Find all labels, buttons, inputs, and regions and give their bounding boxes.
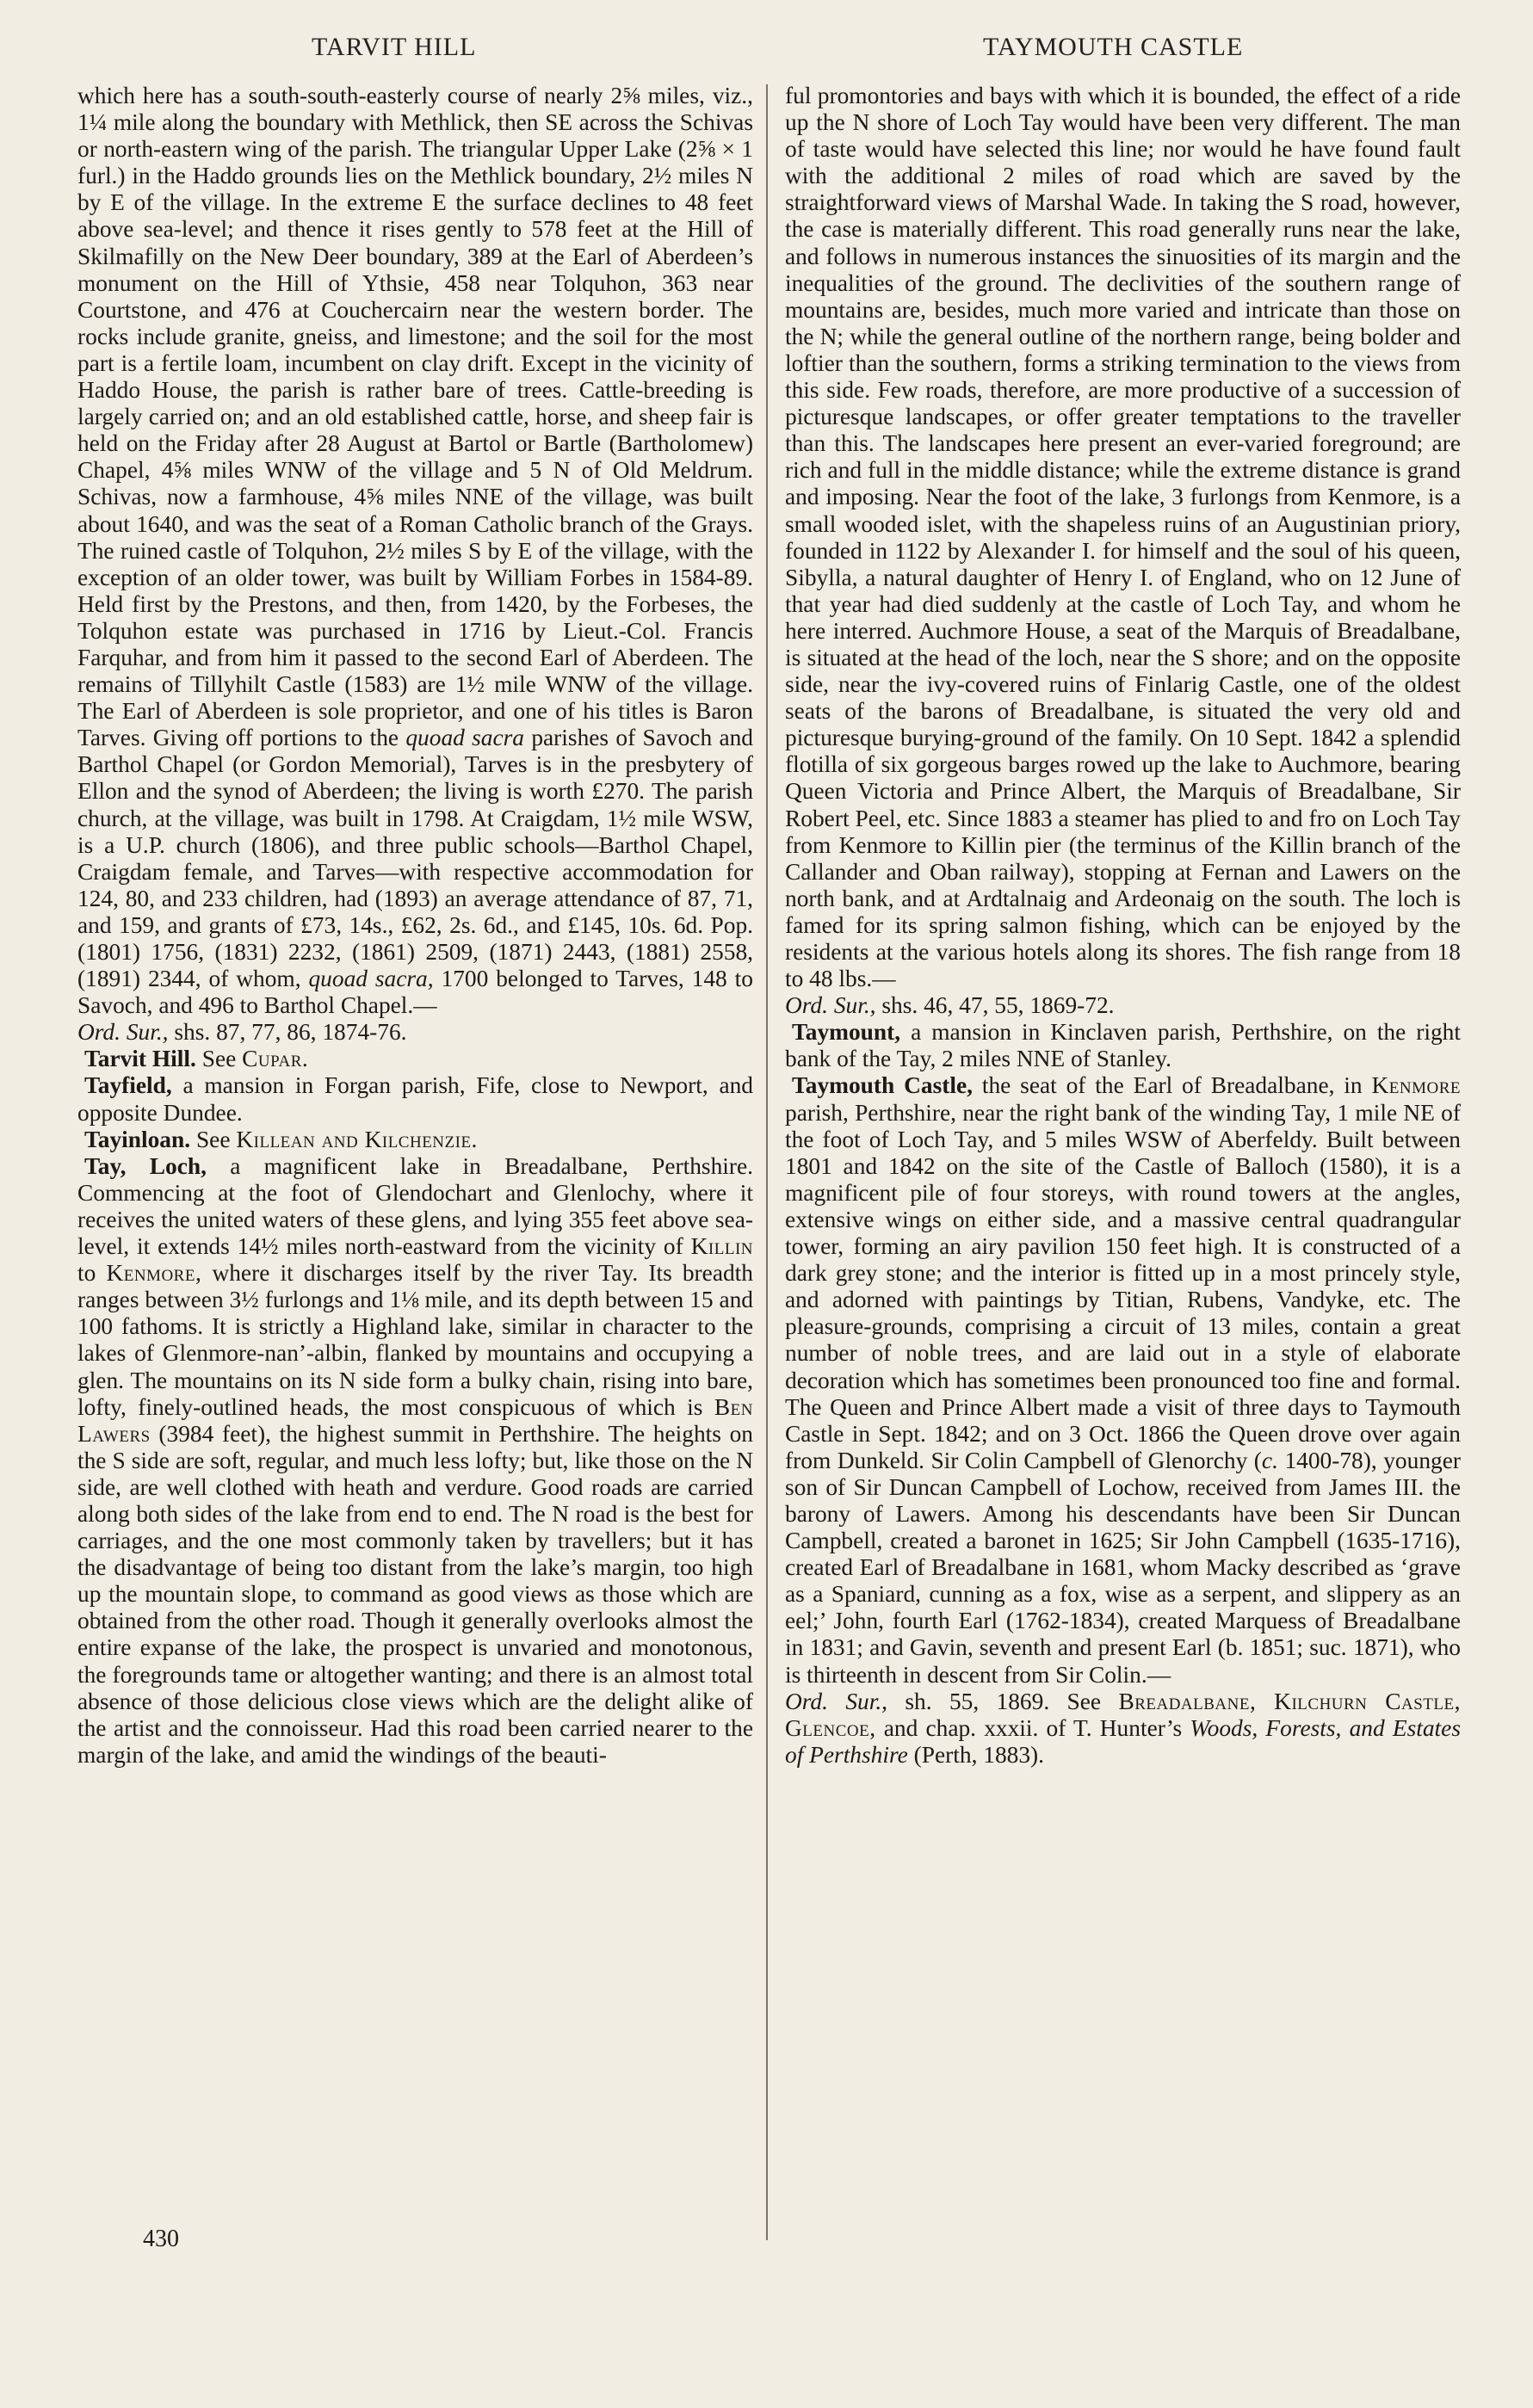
right-column — [785, 83, 1461, 1769]
running-header-right: TAYMOUTH CASTLE — [983, 33, 1244, 61]
page-number: 430 — [143, 2226, 179, 2252]
headword: Taymouth Castle, — [792, 1072, 973, 1099]
headword: Tarvit Hill. — [84, 1046, 196, 1072]
headword: Tayinloan. — [84, 1126, 191, 1152]
entry-tarvit-hill: Tarvit Hill. See Cupar. — [84, 1046, 309, 1072]
left-column — [77, 83, 753, 1769]
entry-loch-tay: Tay, Loch, a magnificent lake in Breadalbane, Perthshire. Commencing at the foot of Glendochart and Glenlochy, where it receives the united waters of these glens, and lying 355 feet above sea-level, it extends 14½ miles north-eastward from the vicinity of Killin to Kenmore, where it discharges itself by the river Tay. Its breadth ranges between 3½ furlongs and 1⅛ mile, and its depth between 15 and 100 fathoms. It is strictly a Highland lake, similar in character to the lakes of Glenmore-nan’-albin, flanked by mountains and occupying a glen. The mountains on its N side form a bulky chain, rising into bare, lofty, finely-outlined heads, the most conspicuous of which is Ben Lawers (3984 feet), the highest summit in Perthshire. The heights on the S side are soft, regular, and much less lofty; but, like those on the N side, are well clothed with heath and verdure. Good roads are carried along both sides of the lake from end to end. The N road is the best for carriages, and the one most commonly taken by travellers; but it has the disadvantage of being too distant from the lake’s margin, too high up the mountain slope, to command as good views as those which are obtained from the other road. Though it generally overlooks almost the entire expanse of the lake, the prospect is unvaried and monotonous, the foregrounds tame or altogether wanting; and there is an almost total absence of those delicious close views which are the delight alike of the artist and the connoisseur. Had this road been carried nearer to the margin of the lake, and amid the windings of the beauti- — [77, 1152, 753, 1768]
headword: Tay, Loch, — [84, 1152, 207, 1179]
entry-tayinloan: Tayinloan. See Killean and Kilchenzie. — [84, 1126, 478, 1152]
entry-taymount: Taymount, a mansion in Kinclaven parish, Perthshire, on the right bank of the Tay, 2 miles NNE of Stanley. — [785, 1019, 1461, 1072]
loch-tay-continuation: ful promontories and bays with which it is bounded, the effect of a ride up the N shore of Loch Tay would have been very different. The man of taste would have selected this line; nor would he have found fault with the additional 2 miles of road which are saved by the straightforward views of Marshal Wade. In taking the S road, however, the case is materially different. This road generally runs near the lake, and follows in numerous instances the sinuosities of its margin and the inequalities of the ground. The declivities of the southern range of mountains are, besides, much more varied and intricate than those on the N; while the general outline of the northern range, being bolder and loftier than the southern, forms a striking termination to the views from this side. Few roads, therefore, are more productive of a succession of picturesque landscapes, or offer greater temptations to the traveller than this. The landscapes here present an ever-varied foreground; are rich and full in the middle distance; while the extreme distance is grand and imposing. Near the foot of the lake, 3 furlongs from Kenmore, is a small wooded islet, with the shapeless ruins of an Augustinian priory, founded in 1122 by Alexander I. for himself and the soul of his queen, Sibylla, a natural daughter of Henry I. of England, who on 12 June of that year had died suddenly at the castle of Loch Tay, and whom he here interred. Auchmore House, a seat of the Marquis of Breadalbane, is situated at the head of the loch, near the S shore; and on the opposite side, near the ivy-covered ruins of Finlarig Castle, one of the oldest seats of the barons of Breadalbane, is situated the very old and picturesque burying-ground of the family. On 10 Sept. 1842 a splendid flotilla of six gorgeous barges rowed up the lake to Auchmore, bearing Queen Victoria and Prince Albert, the Marquis of Breadalbane, Sir Robert Peel, etc. Since 1883 a steamer has plied to and fro on Loch Tay from Kenmore to Killin pier (the terminus of the Killin branch of the Callander and Oban railway), stopping at Fernan and Lawers on the north bank, and at Ardtalnaig and Ardeonaig on the south. The loch is famed for its spring salmon fishing, which can be enjoyed by the residents at the various hotels along its shores. The fish range from 18 to 48 lbs.— Ord. Sur., shs. 46, 47, 55, 1869-72. — [785, 83, 1461, 1019]
running-header-left: TARVIT HILL — [312, 33, 477, 61]
headword: Tayfield, — [84, 1072, 172, 1099]
entry-taymouth-castle: Taymouth Castle, the seat of the Earl of Breadalbane, in Kenmore parish, Perthshire, near the right bank of the winding Tay, 1 mile NE of the foot of Loch Tay, and 5 miles WSW of Aberfeldy. Built between 1801 and 1842 on the site of the Castle of Balloch (1580), it is a magnificent pile of four storeys, with round towers at the angles, extensive wings on either side, and a massive central quadrangular tower, forming an airy pavilion 150 feet high. It is constructed of a dark grey stone; and the interior is fitted up in a most princely style, and adorned with paintings by Titian, Rubens, Vandyke, etc. The pleasure-grounds, comprising a circuit of 13 miles, contain a great number of noble trees, and are laid out in a style of elaborate decoration which has sometimes been pronounced too fine and formal. The Queen and Prince Albert made a visit of three days to Taymouth Castle in Sept. 1842; and on 3 Oct. 1866 the Queen drove over again from Dunkeld. Sir Colin Campbell of Glenorchy (c. 1400-78), younger son of Sir Duncan Campbell of Lochow, received from James III. the barony of Lawers. Among his descendants have been Sir Duncan Campbell, created a baronet in 1625; Sir John Campbell (1635-1716), created Earl of Breadalbane in 1681, whom Macky described as ‘grave as a Spaniard, cunning as a fox, wise as a serpent, and slippery as an eel;’ John, fourth Earl (1762-1834), created Marquess of Breadalbane in 1831; and Gavin, seventh and present Earl (b. 1851; suc. 1871), who is thirteenth in descent from Sir Colin.— Ord. Sur., sh. 55, 1869. See Breadalbane, Kilchurn Castle, Glencoe, and chap. xxxii. of T. Hunter’s Woods, Forests, and Estates of Perthshire (Perth, 1883). — [785, 1072, 1461, 1768]
column-divider — [766, 84, 768, 2240]
headword: Taymount, — [792, 1019, 901, 1046]
entry-tayfield: Tayfield, a mansion in Forgan parish, Fife, close to Newport, and opposite Dundee. — [77, 1072, 753, 1126]
tarves-continuation: which here has a south-south-easterly course of nearly 2⅝ miles, viz., 1¼ mile along the boundary with Methlick, then SE across the Schivas or north-eastern wing of the parish. The triangular Upper Lake (2⅝ × 1 furl.) in the Haddo grounds lies on the Methlick boundary, 2½ miles N by E of the village. In the extreme E the surface declines to 48 feet above sea-level; and thence it rises gently to 578 feet at the Hill of Skilmafilly on the New Deer boundary, 389 at the Earl of Aberdeen’s monument on the Hill of Ythsie, 458 near Tolquhon, 363 near Courtstone, and 476 at Couchercairn near the western border. The rocks include granite, gneiss, and limestone; and the soil for the most part is a fertile loam, incumbent on clay drift. Except in the vicinity of Haddo House, the parish is rather bare of trees. Cattle-breeding is largely carried on; and an old established cattle, horse, and sheep fair is held on the Friday after 28 August at Bartol or Bartle (Bartholomew) Chapel, 4⅝ miles WNW of the village and 5 N of Old Meldrum. Schivas, now a farmhouse, 4⅝ miles NNE of the village, was built about 1640, and was the seat of a Roman Catholic branch of the Grays. The ruined castle of Tolquhon, 2½ miles S by E of the village, with the exception of an older tower, was built by William Forbes in 1584-89. Held first by the Prestons, and then, from 1420, by the Forbeses, the Tolquhon estate was purchased in 1716 by Lieut.-Col. Francis Farquhar, and from him it passed to the second Earl of Aberdeen. The remains of Tillyhilt Castle (1583) are 1½ mile WNW of the village. The Earl of Aberdeen is sole proprietor, and one of his titles is Baron Tarves. Giving off portions to the quoad sacra parishes of Savoch and Barthol Chapel (or Gordon Memorial), Tarves is in the presbytery of Ellon and the synod of Aberdeen; the living is worth £270. The parish church, at the village, was built in 1798. At Craigdam, 1½ mile WSW, is a U.P. church (1806), and three public schools—Barthol Chapel, Craigdam female, and Tarves—with respective accommodation for 124, 80, and 233 children, had (1893) an average attendance of 87, 71, and 159, and grants of £73, 14s., £62, 2s. 6d., and £145, 10s. 6d. Pop. (1801) 1756, (1831) 2232, (1861) 2509, (1871) 2443, (1881) 2558, (1891) 2344, of whom, quoad sacra, 1700 belonged to Tarves, 148 to Savoch, and 496 to Barthol Chapel.— Ord. Sur., shs. 87, 77, 86, 1874-76. — [77, 83, 753, 1046]
